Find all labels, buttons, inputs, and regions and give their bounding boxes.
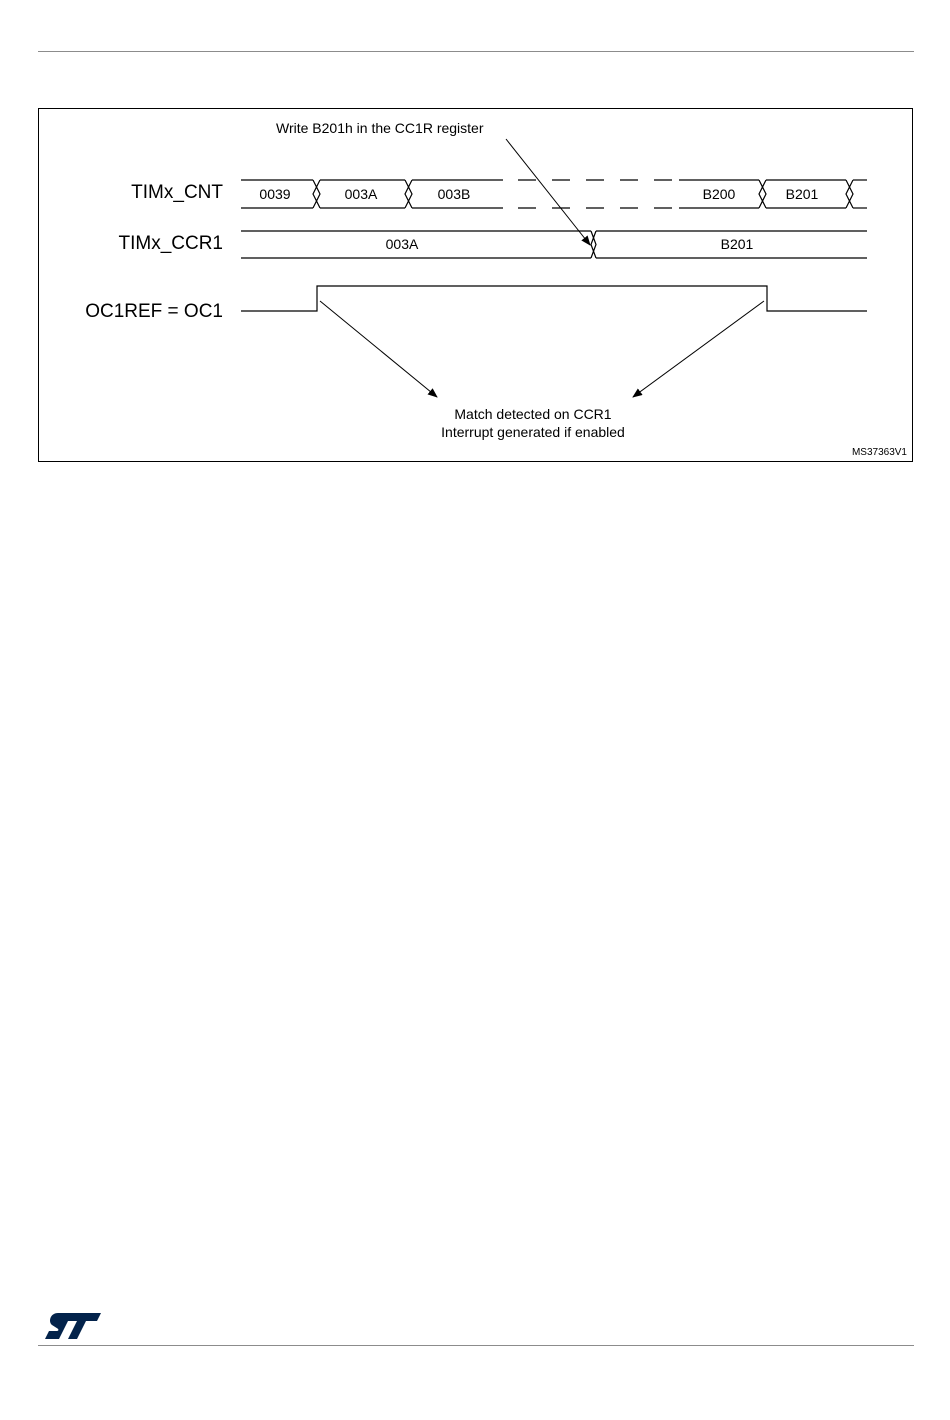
cnt-value: 003A — [344, 186, 378, 202]
ccr1-bus — [241, 231, 867, 258]
cnt-value: 003B — [437, 186, 471, 202]
figure-id: MS37363V1 — [851, 447, 907, 458]
signal-label-cnt: TIMx_CNT — [131, 182, 223, 203]
cnt-value: 0039 — [259, 186, 291, 202]
write-arrow — [506, 139, 590, 245]
timing-diagram — [0, 0, 950, 480]
ccr1-value: 003A — [385, 236, 419, 252]
match-annotation-line1: Match detected on CCR1 — [454, 406, 612, 422]
st-logo — [44, 1311, 102, 1341]
write-annotation: Write B201h in the CC1R register — [276, 120, 484, 136]
cnt-bus — [241, 180, 867, 208]
cnt-value: B200 — [702, 186, 736, 202]
match-arrow-fall — [633, 301, 764, 397]
match-arrow-rise — [320, 301, 437, 397]
signal-label-ccr1: TIMx_CCR1 — [118, 233, 223, 254]
oc1ref-waveform — [241, 286, 867, 311]
ccr1-value: B201 — [720, 236, 754, 252]
match-annotation-line2: Interrupt generated if enabled — [441, 424, 625, 440]
signal-label-oc1: OC1REF = OC1 — [85, 301, 223, 322]
footer-rule — [38, 1345, 914, 1346]
cnt-value: B201 — [785, 186, 819, 202]
